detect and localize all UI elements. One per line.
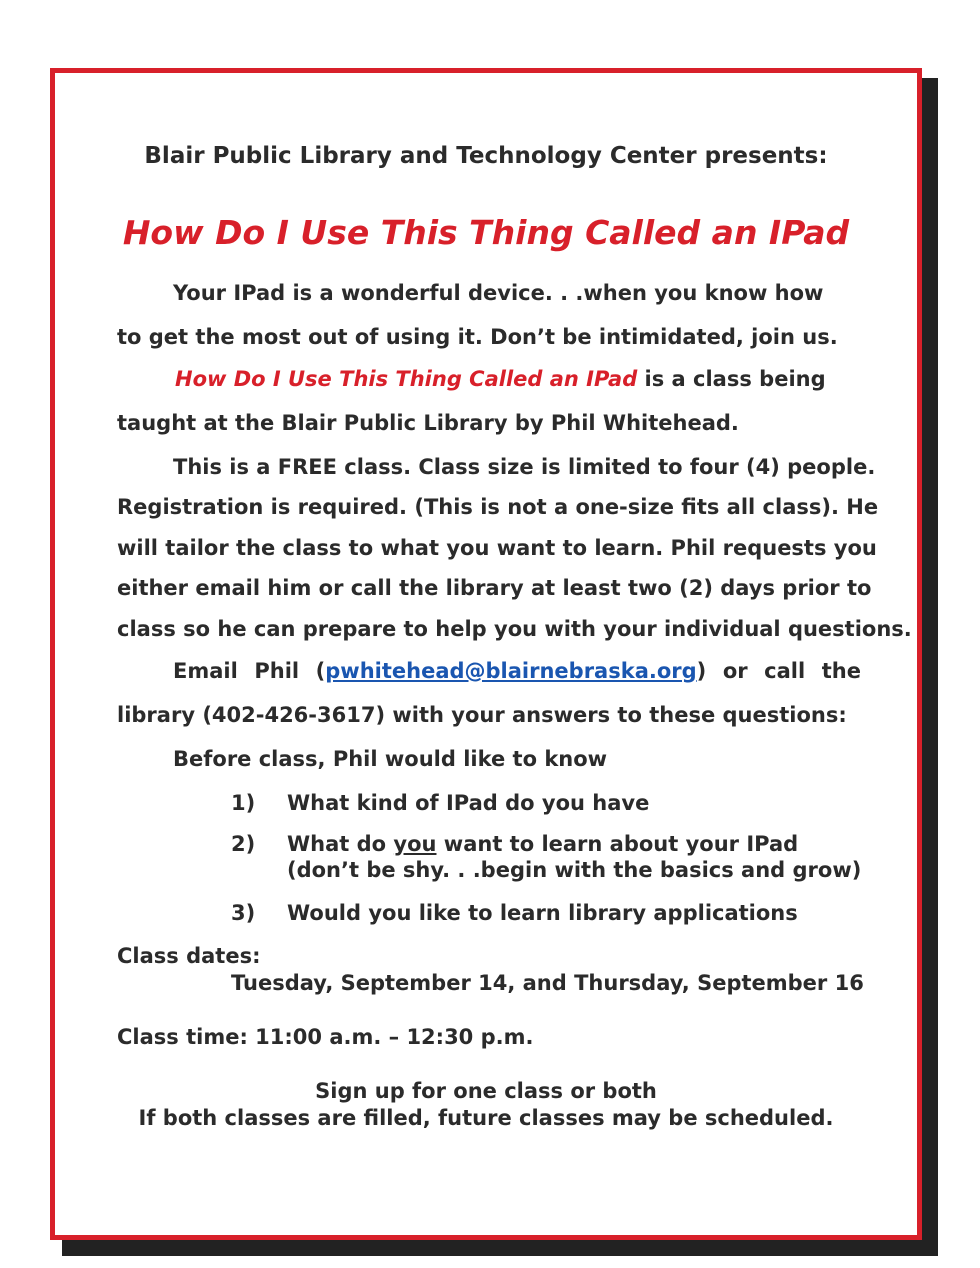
question-number: 3) <box>231 901 256 925</box>
question-text-pre: What do <box>287 832 394 856</box>
class-dates-value: Tuesday, September 14, and Thursday, September 16 <box>231 971 864 995</box>
question-text-post: want to learn about your IPad <box>436 832 799 856</box>
question-item-1 <box>231 791 649 815</box>
para2-line2: taught at the Blair Public Library by Phil Whitehead. <box>117 411 739 435</box>
before-class-line: Before class, Phil would like to know <box>173 747 608 771</box>
flyer-content <box>55 73 917 1235</box>
question-text-underlined: you <box>393 832 437 856</box>
para4-line1 <box>173 659 861 683</box>
para3-line1: This is a FREE class. Class size is limited to four (4) people. <box>173 455 876 479</box>
signup-line2: If both classes are filled, future classes may be scheduled. <box>138 1106 834 1130</box>
email-link[interactable]: pwhitehead@blairnebraska.org <box>325 659 697 683</box>
question-number: 2) <box>231 832 256 856</box>
class-dates-label: Class dates: <box>117 944 261 968</box>
question-text: Would you like to learn library applications <box>287 901 798 925</box>
question-text: What kind of IPad do you have <box>287 791 650 815</box>
class-title-italic: How Do I Use This Thing Called an IPad <box>175 367 638 391</box>
para3-line4: either email him or call the library at least two (2) days prior to <box>117 576 872 600</box>
flyer-headline: How Do I Use This Thing Called an IPad <box>122 213 850 252</box>
question-item-2 <box>231 832 798 856</box>
para3-line3: will tailor the class to what you want to learn. Phil requests you <box>117 536 877 560</box>
para1-line2: to get the most out of using it. Don’t be intimidated, join us. <box>117 325 838 349</box>
para2-line1 <box>175 367 826 391</box>
para2-line1-rest: is a class being <box>637 367 826 391</box>
question-number: 1) <box>231 791 256 815</box>
question-item-2-line2: (don’t be shy. . .begin with the basics and grow) <box>287 858 862 882</box>
flyer-border <box>50 68 922 1240</box>
para1-line1: Your IPad is a wonderful device. . .when you know how <box>173 281 824 305</box>
question-item-3 <box>231 901 798 925</box>
class-time: Class time: 11:00 a.m. – 12:30 p.m. <box>117 1025 534 1049</box>
para4-line2: library (402-426-3617) with your answers to these questions: <box>117 703 847 727</box>
presenter-line: Blair Public Library and Technology Center presents: <box>144 143 828 169</box>
email-prefix: Email Phil ( <box>173 659 326 683</box>
para3-line5: class so he can prepare to help you with your individual questions. <box>117 617 912 641</box>
para3-line2: Registration is required. (This is not a one-size fits all class). He <box>117 495 879 519</box>
email-suffix: ) or call the <box>696 659 861 683</box>
signup-line1: Sign up for one class or both <box>315 1079 657 1103</box>
